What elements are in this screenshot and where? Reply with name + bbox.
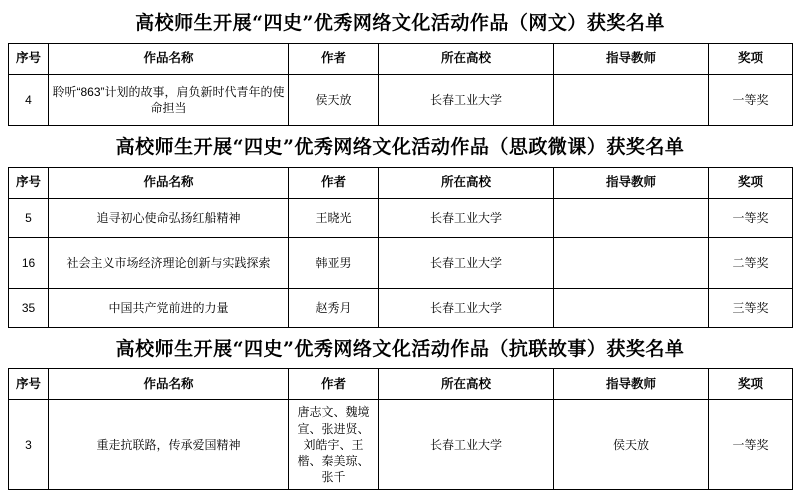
cell-no: 35: [9, 288, 49, 327]
cell-teacher: [554, 288, 709, 327]
cell-work: 重走抗联路，传承爱国精神: [49, 400, 289, 490]
table-header-row: [9, 369, 793, 400]
column-header-no: 序号: [9, 43, 49, 74]
section-title: 高校师生开展“四史”优秀网络文化活动作品（网文）获奖名单: [135, 12, 665, 34]
cell-teacher: 侯天放: [554, 400, 709, 490]
table-row: [9, 400, 793, 490]
cell-award: 二等奖: [709, 237, 793, 288]
cell-no: 4: [9, 74, 49, 125]
table-row: [9, 198, 793, 237]
column-header-no: 序号: [9, 167, 49, 198]
cell-school: 长春工业大学: [379, 237, 554, 288]
column-header-no: 序号: [9, 369, 49, 400]
cell-work: 社会主义市场经济理论创新与实践探索: [49, 237, 289, 288]
award-section-kanglian-gushi: [8, 328, 792, 491]
cell-teacher: [554, 198, 709, 237]
award-table: [8, 43, 793, 126]
award-table: [8, 368, 793, 490]
cell-work: 中国共产党前进的力量: [49, 288, 289, 327]
column-header-teacher: 指导教师: [554, 43, 709, 74]
cell-teacher: [554, 74, 709, 125]
cell-award: 一等奖: [709, 198, 793, 237]
section-title: 高校师生开展“四史”优秀网络文化活动作品（抗联故事）获奖名单: [115, 337, 685, 360]
cell-no: 5: [9, 198, 49, 237]
table-header-row: [9, 43, 793, 74]
table-row: [9, 237, 793, 288]
cell-author: 韩亚男: [289, 237, 379, 288]
cell-author: 赵秀月: [289, 288, 379, 327]
column-header-school: 所在高校: [379, 43, 554, 74]
column-header-teacher: 指导教师: [554, 167, 709, 198]
cell-school: 长春工业大学: [379, 74, 554, 125]
cell-school: 长春工业大学: [379, 400, 554, 490]
cell-no: 3: [9, 400, 49, 490]
table-row: [9, 74, 793, 125]
cell-author: 唐志文、魏境宣、张进贤、刘皓宇、王楷、秦美琼、张千: [289, 400, 379, 490]
cell-award: 一等奖: [709, 400, 793, 490]
column-header-school: 所在高校: [379, 167, 554, 198]
award-section-wenwen: [8, 2, 792, 126]
cell-no: 16: [9, 237, 49, 288]
cell-award: 一等奖: [709, 74, 793, 125]
column-header-work: 作品名称: [49, 43, 289, 74]
column-header-author: 作者: [289, 43, 379, 74]
cell-author: 侯天放: [289, 74, 379, 125]
column-header-author: 作者: [289, 369, 379, 400]
column-header-school: 所在高校: [379, 369, 554, 400]
cell-school: 长春工业大学: [379, 288, 554, 327]
cell-author: 王晓光: [289, 198, 379, 237]
column-header-author: 作者: [289, 167, 379, 198]
cell-work: 聆听“863”计划的故事，肩负新时代青年的使命担当: [49, 74, 289, 125]
award-section-sizheng-weike: [8, 126, 792, 328]
award-table: [8, 167, 793, 328]
table-row: [9, 288, 793, 327]
column-header-work: 作品名称: [49, 167, 289, 198]
column-header-award: 奖项: [709, 167, 793, 198]
document-page: [0, 2, 800, 498]
cell-teacher: [554, 237, 709, 288]
cell-school: 长春工业大学: [379, 198, 554, 237]
section-title: 高校师生开展“四史”优秀网络文化活动作品（思政微课）获奖名单: [115, 135, 685, 158]
table-header-row: [9, 167, 793, 198]
cell-work: 追寻初心使命弘扬红船精神: [49, 198, 289, 237]
column-header-award: 奖项: [709, 43, 793, 74]
column-header-work: 作品名称: [49, 369, 289, 400]
cell-award: 三等奖: [709, 288, 793, 327]
column-header-teacher: 指导教师: [554, 369, 709, 400]
column-header-award: 奖项: [709, 369, 793, 400]
